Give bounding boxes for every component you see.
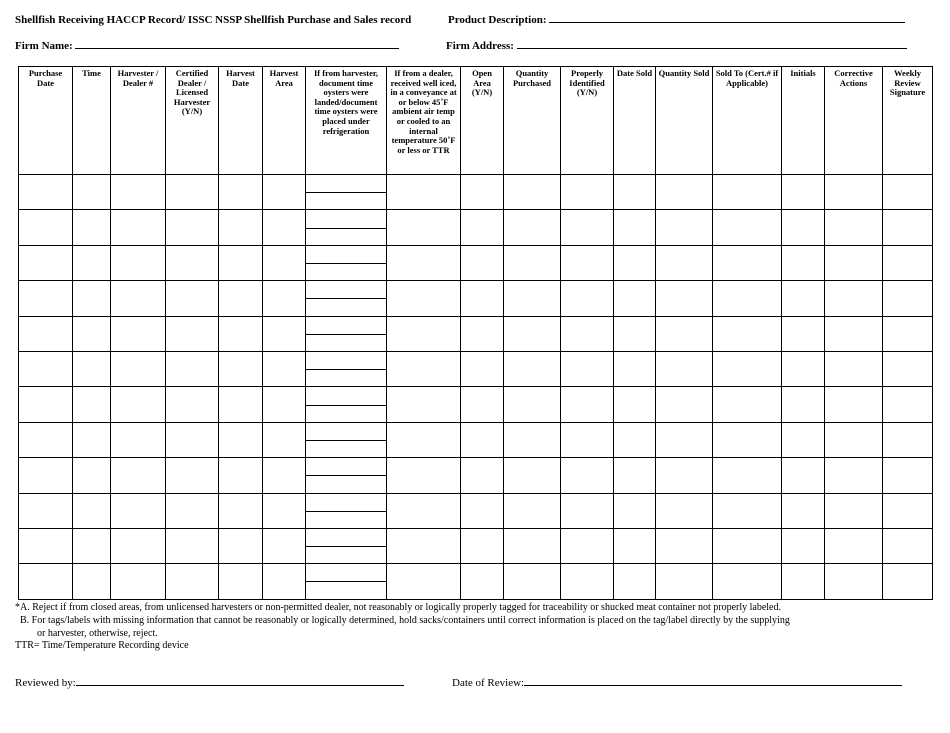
table-cell[interactable] [219,458,263,493]
column-header: Weekly Review Signature [883,67,933,175]
table-cell[interactable] [306,351,387,386]
table-row [19,210,933,245]
table-cell[interactable] [387,458,461,493]
table-cell[interactable] [306,458,387,493]
table-cell[interactable] [461,528,504,563]
table-cell[interactable] [825,458,883,493]
table-cell[interactable] [219,387,263,422]
table-cell[interactable] [461,245,504,280]
cell-divider [306,475,386,476]
table-cell[interactable] [387,175,461,210]
table-cell[interactable] [387,564,461,599]
date-of-review-field [452,677,902,689]
ttr-definition [15,640,189,652]
firm-address-field [446,40,907,52]
column-header: Open Area (Y/N) [461,67,504,175]
table-cell[interactable] [306,387,387,422]
cell-divider [306,369,386,370]
table-cell[interactable] [825,316,883,351]
table-cell[interactable] [883,281,933,316]
table-cell[interactable] [73,175,111,210]
table-cell[interactable] [387,281,461,316]
table-cell[interactable] [219,175,263,210]
table-cell[interactable] [504,351,561,386]
table-cell[interactable] [263,528,306,563]
table-cell[interactable] [306,316,387,351]
table-body [19,175,933,600]
table-header-row [19,67,933,175]
table-cell[interactable] [782,493,825,528]
table-cell[interactable] [73,351,111,386]
table-cell[interactable] [306,564,387,599]
cell-divider [306,263,386,264]
table-cell[interactable] [166,422,219,457]
table-row [19,528,933,563]
table-cell[interactable] [19,210,73,245]
table-cell[interactable] [713,387,782,422]
table-cell[interactable] [713,422,782,457]
table-cell[interactable] [504,564,561,599]
table-cell[interactable] [219,528,263,563]
table-cell[interactable] [306,175,387,210]
column-header: Harvest Area [263,67,306,175]
table-cell[interactable] [19,458,73,493]
table-row [19,175,933,210]
table-cell[interactable] [461,422,504,457]
table-cell[interactable] [263,387,306,422]
table-cell[interactable] [111,422,166,457]
table-cell[interactable] [461,281,504,316]
table-cell[interactable] [19,564,73,599]
table-cell[interactable] [561,210,614,245]
column-header: Time [73,67,111,175]
column-header: Harvest Date [219,67,263,175]
table-cell[interactable] [461,210,504,245]
table-cell[interactable] [387,351,461,386]
cell-divider [306,511,386,512]
table-cell[interactable] [306,210,387,245]
table-cell[interactable] [713,245,782,280]
table-cell[interactable] [306,493,387,528]
table-cell[interactable] [883,493,933,528]
table-cell[interactable] [73,422,111,457]
table-cell[interactable] [73,316,111,351]
table-cell[interactable] [656,493,713,528]
table-cell[interactable] [263,175,306,210]
table-cell[interactable] [166,245,219,280]
table-cell[interactable] [713,351,782,386]
table-cell[interactable] [561,351,614,386]
table-cell[interactable] [263,210,306,245]
table-cell[interactable] [73,387,111,422]
product-description-line[interactable] [549,14,905,23]
table-cell[interactable] [263,493,306,528]
table-cell[interactable] [782,245,825,280]
table-cell[interactable] [219,316,263,351]
table-cell[interactable] [504,316,561,351]
reviewed-by-field [15,677,404,689]
note-a-text: *A. Reject if from closed areas, from unlicensed harvesters or non-permitted dealer, not reasonably or logically properly tagged for traceability or shucked meat container not properly labeled. [15,602,781,613]
table-cell[interactable] [166,528,219,563]
table-cell[interactable] [782,564,825,599]
table-cell[interactable] [614,528,656,563]
table-cell[interactable] [883,210,933,245]
column-header: Quantity Purchased [504,67,561,175]
table-cell[interactable] [504,387,561,422]
table-cell[interactable] [656,351,713,386]
cell-divider [306,440,386,441]
table-cell[interactable] [825,528,883,563]
table-cell[interactable] [656,245,713,280]
table-cell[interactable] [614,493,656,528]
table-cell[interactable] [561,564,614,599]
table-cell[interactable] [461,316,504,351]
table-cell[interactable] [263,458,306,493]
table-cell[interactable] [461,458,504,493]
table-cell[interactable] [461,564,504,599]
table-cell[interactable] [825,281,883,316]
table-cell[interactable] [561,458,614,493]
table-cell[interactable] [263,564,306,599]
table-cell[interactable] [166,564,219,599]
date-of-review-line[interactable] [524,677,902,686]
table-cell[interactable] [713,493,782,528]
cell-divider [306,581,386,582]
table-cell[interactable] [883,458,933,493]
table-cell[interactable] [825,493,883,528]
table-cell[interactable] [263,422,306,457]
table-cell[interactable] [461,493,504,528]
table-cell[interactable] [825,210,883,245]
table-cell[interactable] [561,316,614,351]
table-cell[interactable] [73,458,111,493]
product-description-label: Product Description: [448,14,547,26]
table-cell[interactable] [713,458,782,493]
table-cell[interactable] [883,564,933,599]
column-header: Purchase Date [19,67,73,175]
table-cell[interactable] [614,316,656,351]
cell-divider [306,298,386,299]
table-cell[interactable] [111,493,166,528]
table-cell[interactable] [561,493,614,528]
table-cell[interactable] [504,493,561,528]
table-cell[interactable] [883,387,933,422]
table-cell[interactable] [111,458,166,493]
table-cell[interactable] [263,316,306,351]
table-cell[interactable] [73,281,111,316]
table-cell[interactable] [883,528,933,563]
note-b-text: B. For tags/labels with missing information that cannot be reasonably or logically determined, hold sacks/containers until correct information is placed on the tag/label directly by the supplying [20,615,790,626]
table-cell[interactable] [19,351,73,386]
table-cell[interactable] [713,281,782,316]
table-cell[interactable] [504,175,561,210]
table-cell[interactable] [504,245,561,280]
note-a [15,602,781,614]
ttr-definition-text: TTR= Time/Temperature Recording device [15,640,189,651]
table-cell[interactable] [111,351,166,386]
table-cell[interactable] [111,281,166,316]
table-cell[interactable] [219,493,263,528]
firm-address-label: Firm Address: [446,40,514,52]
table-cell[interactable] [166,316,219,351]
column-header: If from harvester, document time oysters were landed/document time oysters were placed under refrigeration [306,67,387,175]
table-cell[interactable] [504,458,561,493]
table-cell[interactable] [111,316,166,351]
column-header: If from a dealer, received well iced, in a conveyance at or below 45˚F ambient air temp or cooled to an internal temperature 50˚F or less or TTR [387,67,461,175]
table-cell[interactable] [713,528,782,563]
table-cell[interactable] [561,281,614,316]
table-cell[interactable] [19,493,73,528]
table-cell[interactable] [19,175,73,210]
table-cell[interactable] [166,458,219,493]
table-cell[interactable] [656,422,713,457]
table-cell[interactable] [656,316,713,351]
table-cell[interactable] [825,245,883,280]
firm-name-line[interactable] [75,40,399,49]
table-cell[interactable] [19,387,73,422]
table-cell[interactable] [782,528,825,563]
table-cell[interactable] [825,175,883,210]
table-cell[interactable] [782,458,825,493]
table-cell[interactable] [111,528,166,563]
cell-divider [306,405,386,406]
table-cell[interactable] [166,281,219,316]
column-header: Sold To (Cert.# if Applicable) [713,67,782,175]
product-description-field [448,14,905,26]
table-cell[interactable] [306,528,387,563]
column-header: Corrective Actions [825,67,883,175]
table-cell[interactable] [782,351,825,386]
table-cell[interactable] [713,316,782,351]
table-cell[interactable] [73,564,111,599]
table-cell[interactable] [614,458,656,493]
table-cell[interactable] [614,351,656,386]
table-row [19,245,933,280]
table-cell[interactable] [561,175,614,210]
table-row [19,281,933,316]
form-title [15,14,411,26]
table-cell[interactable] [166,175,219,210]
table-cell[interactable] [111,175,166,210]
table-row [19,493,933,528]
table-cell[interactable] [656,528,713,563]
table-cell[interactable] [825,351,883,386]
reviewed-by-label: Reviewed by: [15,677,76,689]
table-cell[interactable] [73,245,111,280]
table-cell[interactable] [656,564,713,599]
table-cell[interactable] [387,210,461,245]
table-cell[interactable] [614,245,656,280]
table-cell[interactable] [306,422,387,457]
table-cell[interactable] [782,175,825,210]
reviewed-by-line[interactable] [76,677,404,686]
table-cell[interactable] [219,422,263,457]
table-cell[interactable] [166,351,219,386]
table-cell[interactable] [883,175,933,210]
table-cell[interactable] [387,528,461,563]
table-cell[interactable] [713,210,782,245]
table-cell[interactable] [883,316,933,351]
column-header: Certified Dealer / Licensed Harvester (Y/N) [166,67,219,175]
firm-name-field [15,40,399,52]
column-header: Initials [782,67,825,175]
table-cell[interactable] [504,210,561,245]
date-of-review-label: Date of Review: [452,677,525,689]
table-cell[interactable] [461,387,504,422]
cell-divider [306,546,386,547]
table-cell[interactable] [614,387,656,422]
table-row [19,564,933,599]
table-cell[interactable] [111,564,166,599]
table-cell[interactable] [111,387,166,422]
table-cell[interactable] [166,387,219,422]
table-cell[interactable] [387,316,461,351]
table-cell[interactable] [713,175,782,210]
note-b [20,615,790,627]
table-cell[interactable] [19,281,73,316]
table-cell[interactable] [782,281,825,316]
table-cell[interactable] [782,422,825,457]
cell-divider [306,228,386,229]
table-cell[interactable] [219,281,263,316]
table-cell[interactable] [825,422,883,457]
column-header: Properly Identified (Y/N) [561,67,614,175]
table-cell[interactable] [387,422,461,457]
cell-divider [306,334,386,335]
table-row [19,351,933,386]
table-cell[interactable] [504,422,561,457]
table-row [19,458,933,493]
table-cell[interactable] [387,245,461,280]
table-cell[interactable] [73,528,111,563]
table-cell[interactable] [614,175,656,210]
table-cell[interactable] [219,351,263,386]
table-cell[interactable] [73,493,111,528]
table-row [19,387,933,422]
table-cell[interactable] [561,245,614,280]
table-cell[interactable] [306,245,387,280]
form-title-text: Shellfish Receiving HACCP Record/ ISSC NSSP Shellfish Purchase and Sales record [15,14,412,26]
receiving-log-table [18,66,933,600]
table-cell[interactable] [614,281,656,316]
table-cell[interactable] [19,422,73,457]
table-cell[interactable] [166,493,219,528]
note-b-continued [37,628,158,640]
firm-address-line[interactable] [517,40,907,49]
table-cell[interactable] [782,316,825,351]
column-header: Quantity Sold [656,67,713,175]
cell-divider [306,192,386,193]
table-cell[interactable] [825,387,883,422]
table-cell[interactable] [306,281,387,316]
firm-name-label: Firm Name: [15,40,73,52]
table-cell[interactable] [656,458,713,493]
column-header: Harvester / Dealer # [111,67,166,175]
table-cell[interactable] [883,245,933,280]
table-cell[interactable] [387,493,461,528]
table-cell[interactable] [461,351,504,386]
table-cell[interactable] [561,387,614,422]
table-cell[interactable] [883,422,933,457]
table-cell[interactable] [656,387,713,422]
table-cell[interactable] [19,316,73,351]
table-cell[interactable] [263,351,306,386]
table-cell[interactable] [219,564,263,599]
table-cell[interactable] [111,210,166,245]
table-cell[interactable] [713,564,782,599]
table-cell[interactable] [561,528,614,563]
table-cell[interactable] [263,245,306,280]
table-cell[interactable] [656,175,713,210]
table-cell[interactable] [614,210,656,245]
table-cell[interactable] [461,175,504,210]
column-header: Date Sold [614,67,656,175]
table-cell[interactable] [219,210,263,245]
table-cell[interactable] [166,210,219,245]
table-cell[interactable] [19,245,73,280]
table-cell[interactable] [73,210,111,245]
table-cell[interactable] [614,422,656,457]
table-row [19,316,933,351]
table-cell[interactable] [504,528,561,563]
receiving-log-table-wrapper [18,66,932,603]
table-cell[interactable] [614,564,656,599]
table-cell[interactable] [111,245,166,280]
table-cell[interactable] [387,387,461,422]
table-cell[interactable] [263,281,306,316]
table-cell[interactable] [883,351,933,386]
table-cell[interactable] [561,422,614,457]
table-cell[interactable] [504,281,561,316]
table-row [19,422,933,457]
table-cell[interactable] [782,210,825,245]
table-cell[interactable] [825,564,883,599]
table-cell[interactable] [656,281,713,316]
table-cell[interactable] [656,210,713,245]
table-cell[interactable] [219,245,263,280]
table-cell[interactable] [19,528,73,563]
note-b-continued-text: or harvester, otherwise, reject. [37,628,158,639]
table-cell[interactable] [782,387,825,422]
